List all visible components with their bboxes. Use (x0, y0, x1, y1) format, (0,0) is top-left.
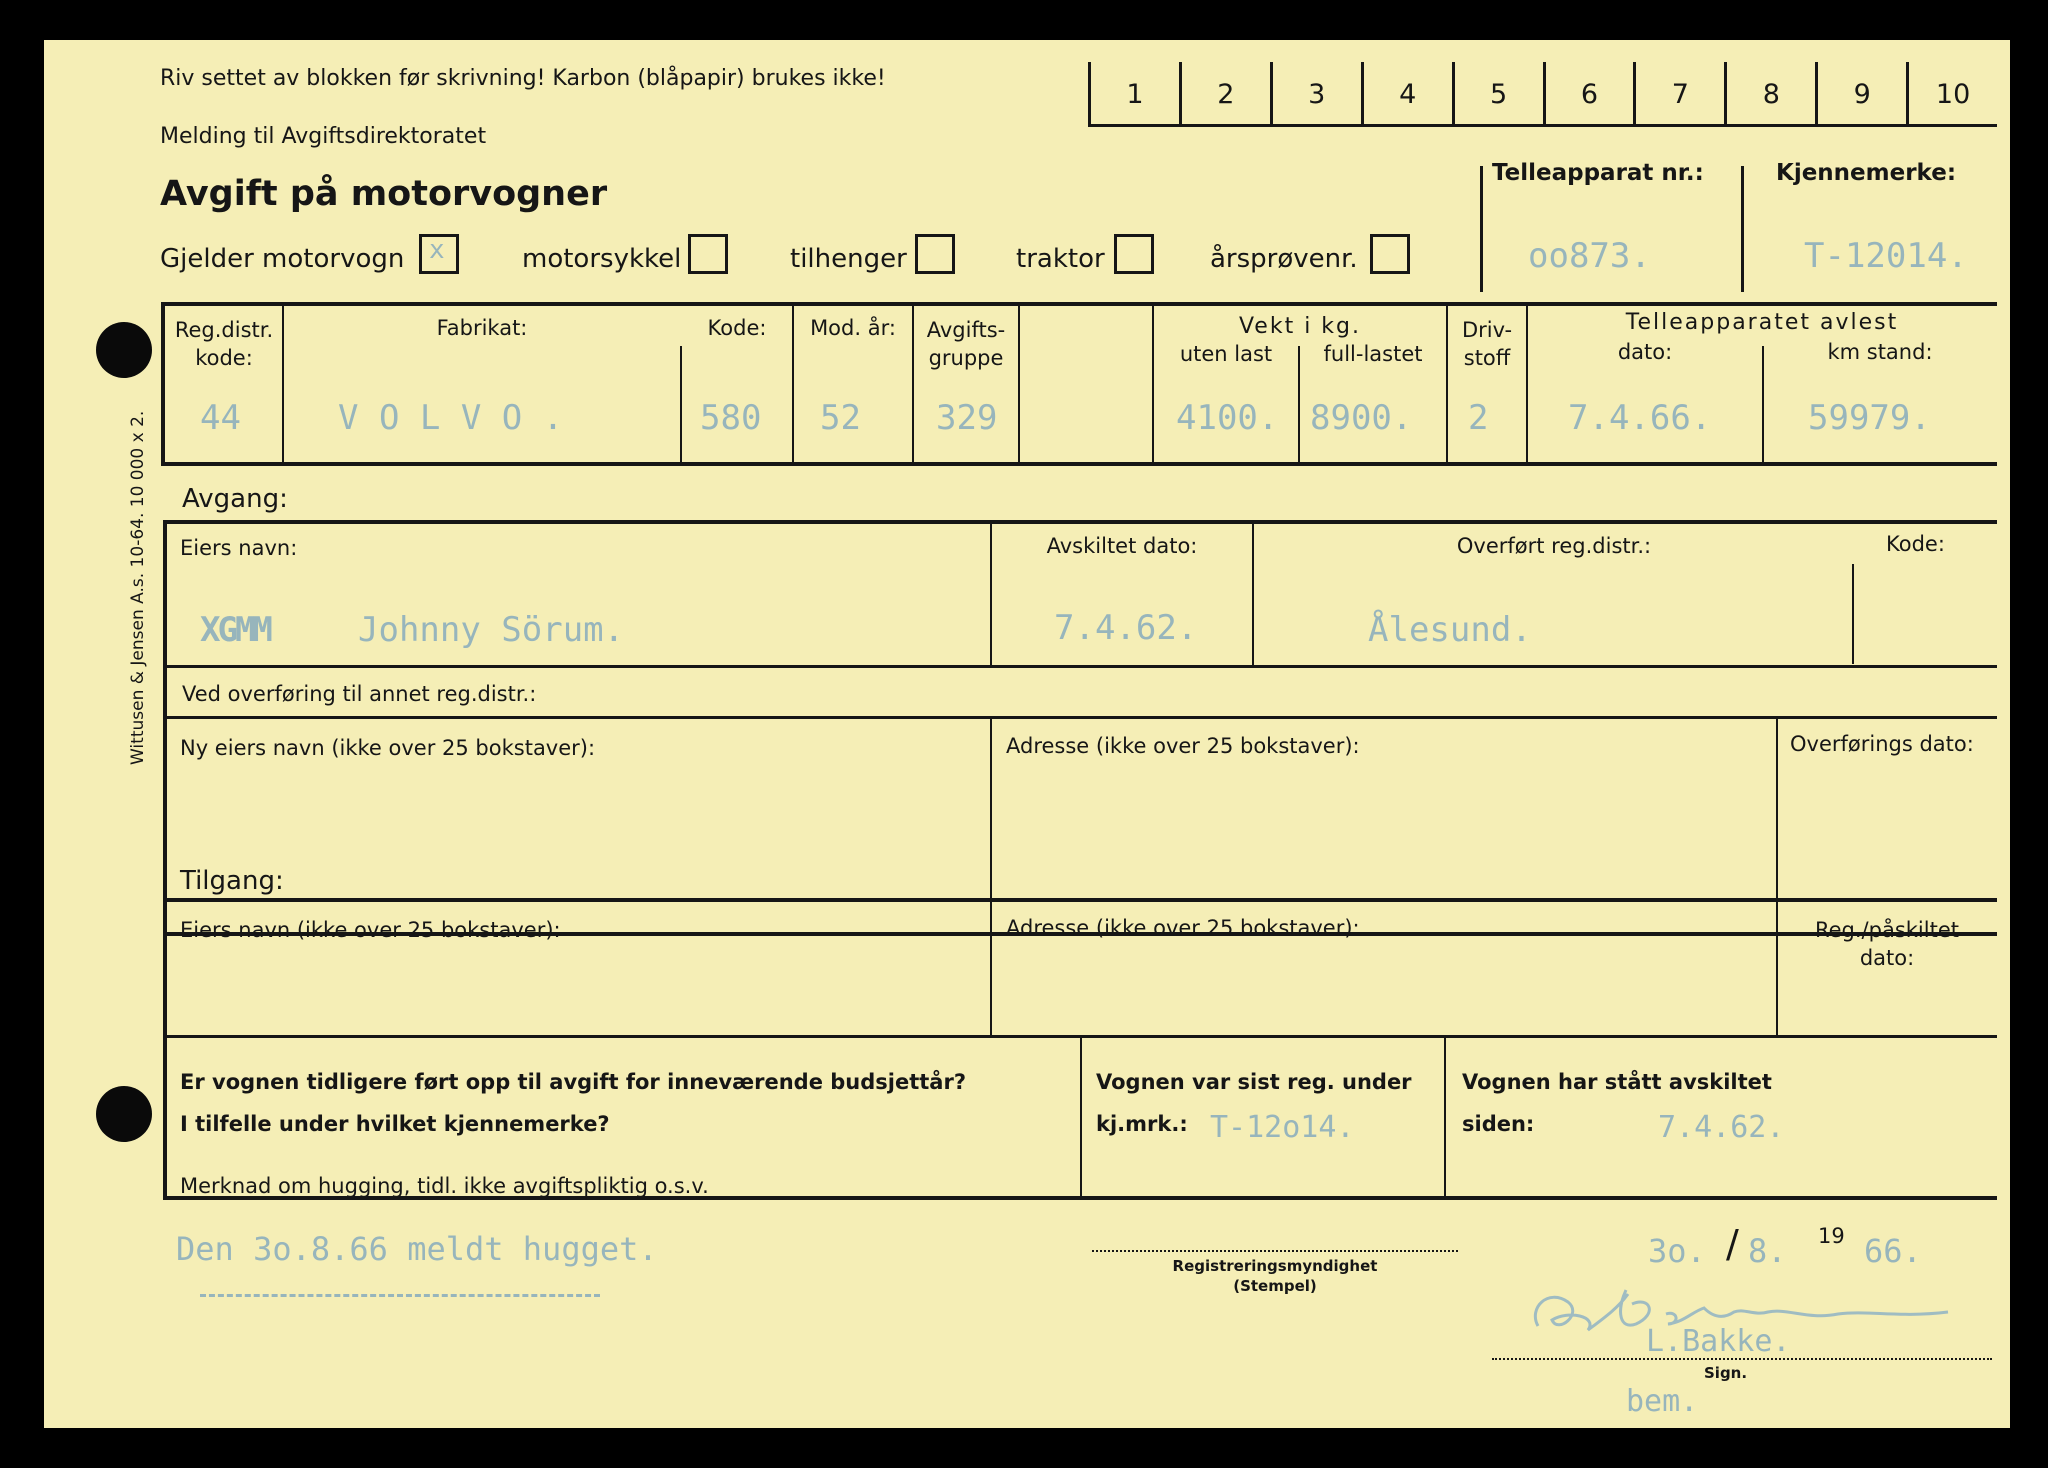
eier-label: Eiers navn: (180, 536, 298, 560)
remarks-value: Den 3o.8.66 meldt hugget. (176, 1230, 658, 1268)
regdistr-label-line: Reg.distr. (174, 318, 274, 342)
eier-struck-text: XGMM (200, 610, 270, 650)
drivstoff-label-line: stoff (1463, 346, 1511, 370)
km-stand-value: 59979. (1808, 398, 1931, 438)
avgang-kode-label: Kode: (1886, 532, 1945, 556)
regdato-label-line: Reg./påskiltet (1814, 918, 1959, 942)
full-lastet-label: full-lastet (1323, 342, 1423, 366)
meter-value: oo873. (1528, 236, 1651, 276)
meter-box-left-rule (1480, 166, 1483, 292)
date-century: 19 (1818, 1224, 1845, 1248)
arsprovenr-label: årsprøvenr. (1210, 244, 1358, 274)
authority-label (1092, 1256, 1458, 1296)
overfort-value: Ålesund. (1368, 610, 1532, 650)
regdato-label-line: dato: (1859, 946, 1915, 970)
tilhenger-label: tilhenger (790, 244, 907, 274)
overfort-label: Overført reg.distr.: (1456, 534, 1652, 558)
number-strip (1088, 62, 1997, 127)
avgang-col-rule (1852, 564, 1854, 664)
tilgang-eier-label: Eiers navn (ikke over 25 bokstaver): (180, 918, 561, 942)
printer-imprint: Wittusen & Jensen A.s. 10-64. 10 000 x 2. (128, 410, 148, 765)
signature-name: L.Bakke. (1646, 1324, 1791, 1359)
motorsykkel-label: motorsykkel (522, 244, 682, 274)
number-cell: 1 (1091, 62, 1182, 124)
date-year: 66. (1864, 1232, 1922, 1270)
number-cell: 10 (1935, 79, 1971, 110)
sign-label: Sign. (1704, 1364, 1748, 1382)
sist-reg-label: Vognen var sist reg. under (1096, 1070, 1412, 1094)
plate-value: T-12014. (1804, 236, 1968, 276)
avskiltet-value: 7.4.62. (1054, 608, 1198, 648)
previous-col-rule (1080, 1038, 1082, 1196)
ved-overforing-label: Ved overføring til annet reg.distr.: (182, 682, 537, 706)
tilgang-heading: Tilgang: (180, 866, 284, 896)
siden-label: siden: (1462, 1112, 1535, 1136)
number-cell: 6 (1546, 62, 1637, 124)
drivstoff-value: 2 (1468, 398, 1489, 438)
motorvogn-check-mark: x (429, 235, 445, 265)
avgiftsgruppe-label-line: gruppe (928, 346, 1004, 370)
previous-question-1: Er vognen tidligere ført opp til avgift for inneværende budsjettår? (180, 1070, 967, 1094)
kode-value: 580 (700, 398, 762, 438)
traktor-checkbox[interactable] (1114, 234, 1154, 274)
dato-value: 7.4.66. (1568, 398, 1712, 438)
dato-label: dato: (1617, 340, 1673, 364)
modar-value: 52 (820, 398, 861, 438)
vehicle-col-rule (680, 346, 682, 462)
plate-label: Kjennemerke: (1776, 160, 1957, 186)
traktor-label: traktor (1016, 244, 1105, 274)
previous-col-rule (1444, 1038, 1446, 1196)
motorvogn-checkbox[interactable] (419, 234, 459, 274)
regdistr-value: 44 (200, 398, 241, 438)
number-cell: 9 (1818, 62, 1909, 124)
tilhenger-checkbox[interactable] (915, 234, 955, 274)
applies-label: Gjelder motorvogn (160, 244, 405, 274)
avgang-row-rule (167, 665, 1997, 668)
fabrikat-label: Fabrikat: (436, 316, 528, 340)
number-cell: 7 (1636, 62, 1727, 124)
avgiftsgruppe-value: 329 (936, 398, 998, 438)
number-cell: 8 (1727, 62, 1818, 124)
tilgang-adresse-label: Adresse (ikke over 25 bokstaver): (1006, 916, 1360, 940)
authority-dotted-line (1092, 1250, 1458, 1252)
drivstoff-label (1448, 316, 1526, 372)
regdistr-label-line: kode: (195, 346, 253, 370)
authority-label-line: (Stempel) (1233, 1277, 1317, 1295)
vehicle-col-rule (1018, 306, 1020, 462)
ny-adresse-label: Adresse (ikke over 25 bokstaver): (1006, 734, 1360, 758)
avgang-box (163, 520, 1997, 936)
date-day: 3o. (1648, 1232, 1706, 1270)
number-cell: 2 (1182, 62, 1273, 124)
drivstoff-label-line: Driv- (1461, 318, 1513, 342)
number-cell: 4 (1364, 62, 1455, 124)
avgiftsgruppe-label-line: Avgifts- (926, 318, 1006, 342)
avskiltet-siden-label: Vognen har stått avskiltet (1462, 1070, 1772, 1094)
avgiftsgruppe-label (914, 316, 1018, 372)
tilgang-row-rule (167, 1035, 1997, 1038)
previous-question-2: I tilfelle under hvilket kjennemerke? (180, 1112, 610, 1136)
instruction-text: Riv settet av blokken før skrivning! Karbon (blåpapir) brukes ikke! (160, 66, 886, 91)
motorsykkel-checkbox[interactable] (688, 234, 728, 274)
kjmrk-label: kj.mrk.: (1096, 1112, 1188, 1136)
kjmrk-value: T-12o14. (1210, 1110, 1355, 1145)
tax-form-card (44, 40, 2010, 1428)
punch-hole-bottom (96, 1086, 152, 1142)
telleapparat-avlest-label: Telleapparatet avlest (1625, 310, 1899, 335)
recipient-text: Melding til Avgiftsdirektoratet (160, 124, 487, 149)
authority-label-line: Registreringsmyndighet (1172, 1257, 1378, 1275)
date-separator: / (1726, 1222, 1739, 1266)
date-month: 8. (1748, 1232, 1787, 1270)
modar-label: Mod. år: (810, 316, 896, 340)
eier-value: Johnny Sörum. (358, 610, 625, 650)
bem-text: bem. (1626, 1384, 1699, 1419)
regdistr-label (166, 316, 282, 372)
km-stand-label: km stand: (1827, 340, 1933, 364)
remarks-underline (200, 1294, 600, 1297)
number-cell: 3 (1273, 62, 1364, 124)
avskiltet-label: Avskiltet dato: (1046, 534, 1198, 558)
arsprovenr-checkbox[interactable] (1370, 234, 1410, 274)
vekt-label: Vekt i kg. (1238, 314, 1362, 339)
avgang-row-rule (167, 716, 1997, 719)
regdato-label (1778, 916, 1996, 972)
form-title: Avgift på motorvogner (160, 174, 608, 214)
ny-eier-label: Ny eiers navn (ikke over 25 bokstaver): (180, 736, 596, 760)
uten-last-label: uten last (1179, 342, 1273, 366)
uten-last-value: 4100. (1176, 398, 1279, 438)
meter-label: Telleapparat nr.: (1492, 160, 1704, 186)
full-lastet-value: 8900. (1310, 398, 1413, 438)
remarks-label: Merknad om hugging, tidl. ikke avgiftspliktig o.s.v. (180, 1174, 709, 1198)
kode-label: Kode: (707, 316, 767, 340)
avgang-heading: Avgang: (182, 484, 288, 514)
fabrikat-value: V O L V O . (338, 398, 564, 438)
meter-box-mid-rule (1741, 166, 1744, 292)
avskiltet-siden-value: 7.4.62. (1658, 1110, 1785, 1145)
number-cell: 5 (1455, 62, 1546, 124)
tilgang-col-rule (990, 902, 992, 1035)
signature-dotted-line (1492, 1358, 1992, 1360)
overforings-dato-label: Overførings dato: (1790, 732, 1974, 756)
